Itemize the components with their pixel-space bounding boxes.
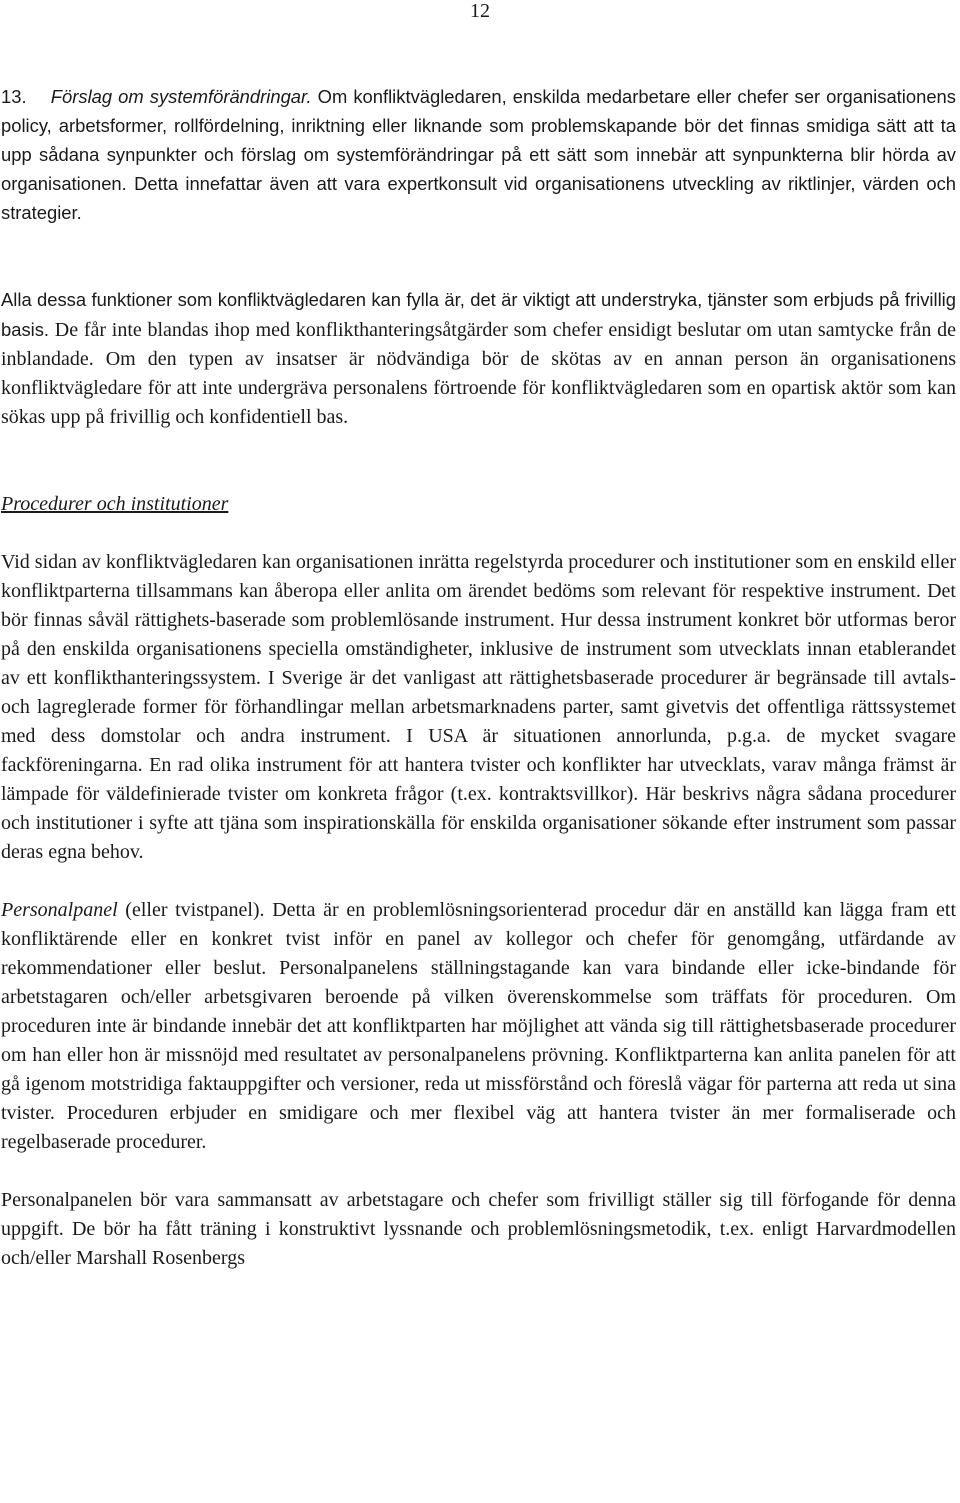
- section-13-paragraph: [1, 82, 956, 227]
- personalpanel-body: (eller tvistpanel). Detta är en problemlösningsorienterad procedur där en anställd kan lägga fram ett konfliktärende eller en konkret tvist inför en panel av kollegor och chefer för genomgång, utfärdande av rekommendationer eller beslut. Personalpanelens ställningstagande kan vara bindande eller icke-bindande för arbetstagaren och/eller arbetsgivaren beroende på vilken överenskommelse som träffats för proceduren. Om proceduren inte är bindande innebär det att konfliktparten har möjlighet att vända sig till rättighetsbaserade procedurer om han eller hon är missnöjd med resultatet av personalpanelens prövning. Konfliktparterna kan anlita panelen för att gå igenom motstridiga faktauppgifter och versioner, reda ut missförstånd och föreslå vägar för parterna att reda ut sina tvister. Proceduren erbjuder en smidigare och mer flexibel väg att hantera tvister än mer formaliserade och regelbaserade procedurer.: [1, 899, 956, 1153]
- page-number: 12: [470, 0, 490, 22]
- functions-paragraph-sans-part: Alla dessa funktioner som konfliktvägledaren kan fylla är, det är viktigt att understryka, tjänster som erbjuds på frivillig basis.: [1, 289, 956, 340]
- document-body: [1, 82, 956, 1273]
- functions-paragraph: [1, 285, 956, 432]
- composition-paragraph: Personalpanelen bör vara sammansatt av arbetstagare och chefer som frivilligt ställer sig till förfogande för denna uppgift. De bör ha fått träning i konstruktivt lyssnande och problemlösningsmetodik, t.ex. enligt Harvardmodellen och/eller Marshall Rosenbergs: [1, 1189, 956, 1269]
- functions-paragraph-serif-part: De får inte blandas ihop med konflikthanteringsåtgärder som chefer ensidigt beslutar om utan samtycke från de inblandade. Om den typen av insatser är nödvändiga bör de skötas av en annan person än organisationens konfliktvägledare för att inte undergräva personalens förtroende för konfliktvägledaren som en opartisk aktör som kan sökas upp på frivillig och konfidentiell bas.: [1, 319, 956, 428]
- procedures-heading: Procedurer och institutioner: [1, 493, 229, 515]
- section-title: Förslag om systemförändringar.: [50, 86, 312, 107]
- section-13-body: Om konfliktvägledaren, enskilda medarbetare eller chefer ser organisationens policy, arbetsformer, rollfördelning, inriktning eller liknande som problemskapande bör det finnas smidiga sätt att ta upp sådana synpunkter och förslag om systemförändringar på ett sätt som innebär att synpunkterna blir hörda av organisationen. Detta innefattar även att vara expertkonsult vid organisationens utveckling av riktlinjer, värden och strategier.: [1, 86, 956, 223]
- section-number: 13.: [1, 86, 27, 107]
- procedures-paragraph: Vid sidan av konfliktvägledaren kan organisationen inrätta regelstyrda procedurer och institutioner som en enskild eller konfliktparterna tillsammans kan åberopa eller anlita om ärendet bedöms som relevant för respektive instrument. Det bör finnas såväl rättighets-baserade som problemlösande instrument. Hur dessa instrument konkret bör utformas beror på den enskilda organisationens speciella omständigheter, inklusive de instrument som utvecklats innan etablerandet av ett konflikthanteringssystem. I Sverige är det vanligast att rättighetsbaserade procedurer är begränsade till avtals- och lagreglerade former för förhandlingar mellan arbetsmarknadens parter, samt givetvis det offentliga rättssystemet med dess domstolar och andra instrument. I USA är situationen annorlunda, p.g.a. de mycket svagare fackföreningarna. En rad olika instrument för att hantera tvister och konflikter har utvecklats, varav många främst är lämpade för väldefinierade tvister om konkreta frågor (t.ex. kontraktsvillkor). Här beskrivs några sådana procedurer och institutioner i syfte att tjäna som inspirationskälla för enskilda organisationer sökande efter instrument som passar deras egna behov.: [1, 551, 956, 863]
- personalpanel-term: Personalpanel: [1, 899, 118, 921]
- personalpanel-paragraph: [1, 896, 956, 1157]
